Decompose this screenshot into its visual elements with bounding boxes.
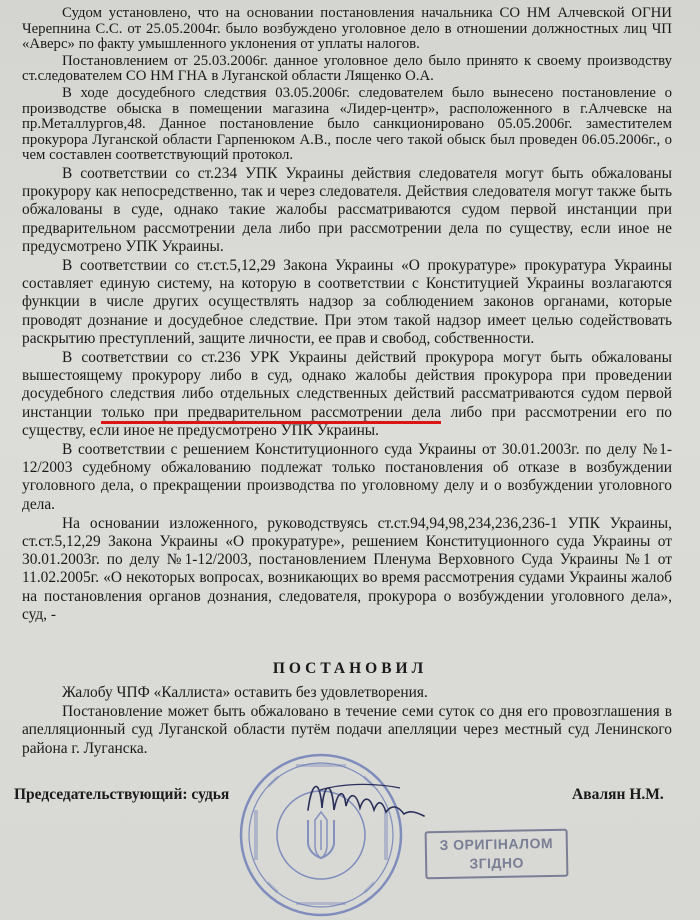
decision-item-complaint: Жалобу ЧПФ «Каллиста» оставить без удовлетворения. [62, 684, 428, 701]
body-text-top [22, 6, 672, 625]
red-underlined-phrase: только при предварительном рассмотрении дела [101, 404, 441, 424]
paragraph-established: Судом установлено, что на основании постановления начальника СО НМ Алчевской ОГНИ Черепнина С.С. от 25.05.2004г. было возбуждено уголовное дело в отношении должностных лиц ЧП «Аверс» по факту умышленного уклонения от уплаты налогов. [22, 5, 672, 53]
paragraph-art234: В соответствии со ст.234 УПК Украины действия следователя могут быть обжалованы прокурору как непосредственно, так и через следователя. Действия следователя могут также быть обжалованы в суде, однако такие жалобы рассматриваются судом первой инстанции при предварительном рассмотрении дела либо при рассмотрении дела по существу, если иное не предусмотрено УПК Украины. [22, 164, 672, 255]
certified-copy-stamp: З ОРИГІНАЛОМ ЗГІДНО [425, 829, 569, 879]
paragraph-search: В ходе досудебного следствия 03.05.2006г. следователем было вынесено постановление о производстве обыска в помещении магазина «Лидер-центр», расположенного в г.Алчевске на пр.Металлургов,48. Данное постановление было санкционировано 05.05.2006г. заместителем прокурора Луганской области Гарпенюком А.В., после чего такой обыск был проведен 06.05.2006г., о чем составлен соответствующий протокол. [22, 84, 672, 164]
paragraph-constitutional-court: В соответствии с решением Конституционного суда Украины от 30.01.2003г. по делу №1-12/2003 судебному обжалованию подлежат только постановления об отказе в возбуждении уголовного дела, о прекращении производства по уголовному делу и о возбуждении уголовного дела. [22, 440, 672, 513]
signature-row [14, 786, 674, 806]
paragraph-resolution: Постановлением от 25.03.2006г. данное уголовное дело было принято к своему производству ст.следователем СО НМ ГНА в Луганской области Лященко О.А. [22, 52, 672, 85]
paragraph-prosecution-law: В соответствии со ст.ст.5,12,29 Закона Украины «О прокуратуре» прокуратура Украины составляет единую систему, на которую в соответствии с Конституцией Украины возлагаются функции в числе других осуществлять надзор за соблюдением законов органами, которые проводят дознание и досудебное следствие. При этом такой надзор имеет целью содействовать раскрытию преступлений, защите личности, ее прав и свобод, собственности. [22, 256, 672, 347]
paragraph-art236: В соответствии со ст.236 УРК Украины действий прокурора могут быть обжалованы вышестоящему прокурору либо в суд, однако жалобы действия прокурора при проведении досудебного следствия либо отдельных следственных действий рассматриваются судом первой инстанции только при предварительном рассмотрении дела либо при рассмотрении его по существу, если иное не предусмотрено УПК Украины. [22, 348, 673, 439]
judge-name: Авалян Н.М. [572, 786, 664, 803]
presiding-judge-title: Председательствующий: судья [14, 786, 230, 803]
decision-item-appeal: Постановление может быть обжаловано в течение семи суток со дня его провозглашения в апелляционный суд Луганской области путём подачи апелляции через местный суд Ленинского района г. Луганска. [22, 703, 672, 757]
paragraph-grounds: На основании изложенного, руководствуясь ст.ст.94,94,98,234,236,236-1 УПК Украины, ст.ст.5,12,29 Закона Украины «О прокуратуре», решением Конституционного суда Украины от 30.01.2003г. по делу №1-12/2003, постановлением Пленума Верховного Суда Украины №1 от 11.02.2005г. «О некоторых вопросах, возникающих во время рассмотрения судами Украины жалоб на постановления органов дознания, следователя, прокурора о возбуждении уголовного дела», суд, - [22, 514, 672, 623]
ruling-heading: ПОСТАНОВИЛ [272, 660, 428, 677]
decision-block [22, 684, 672, 759]
